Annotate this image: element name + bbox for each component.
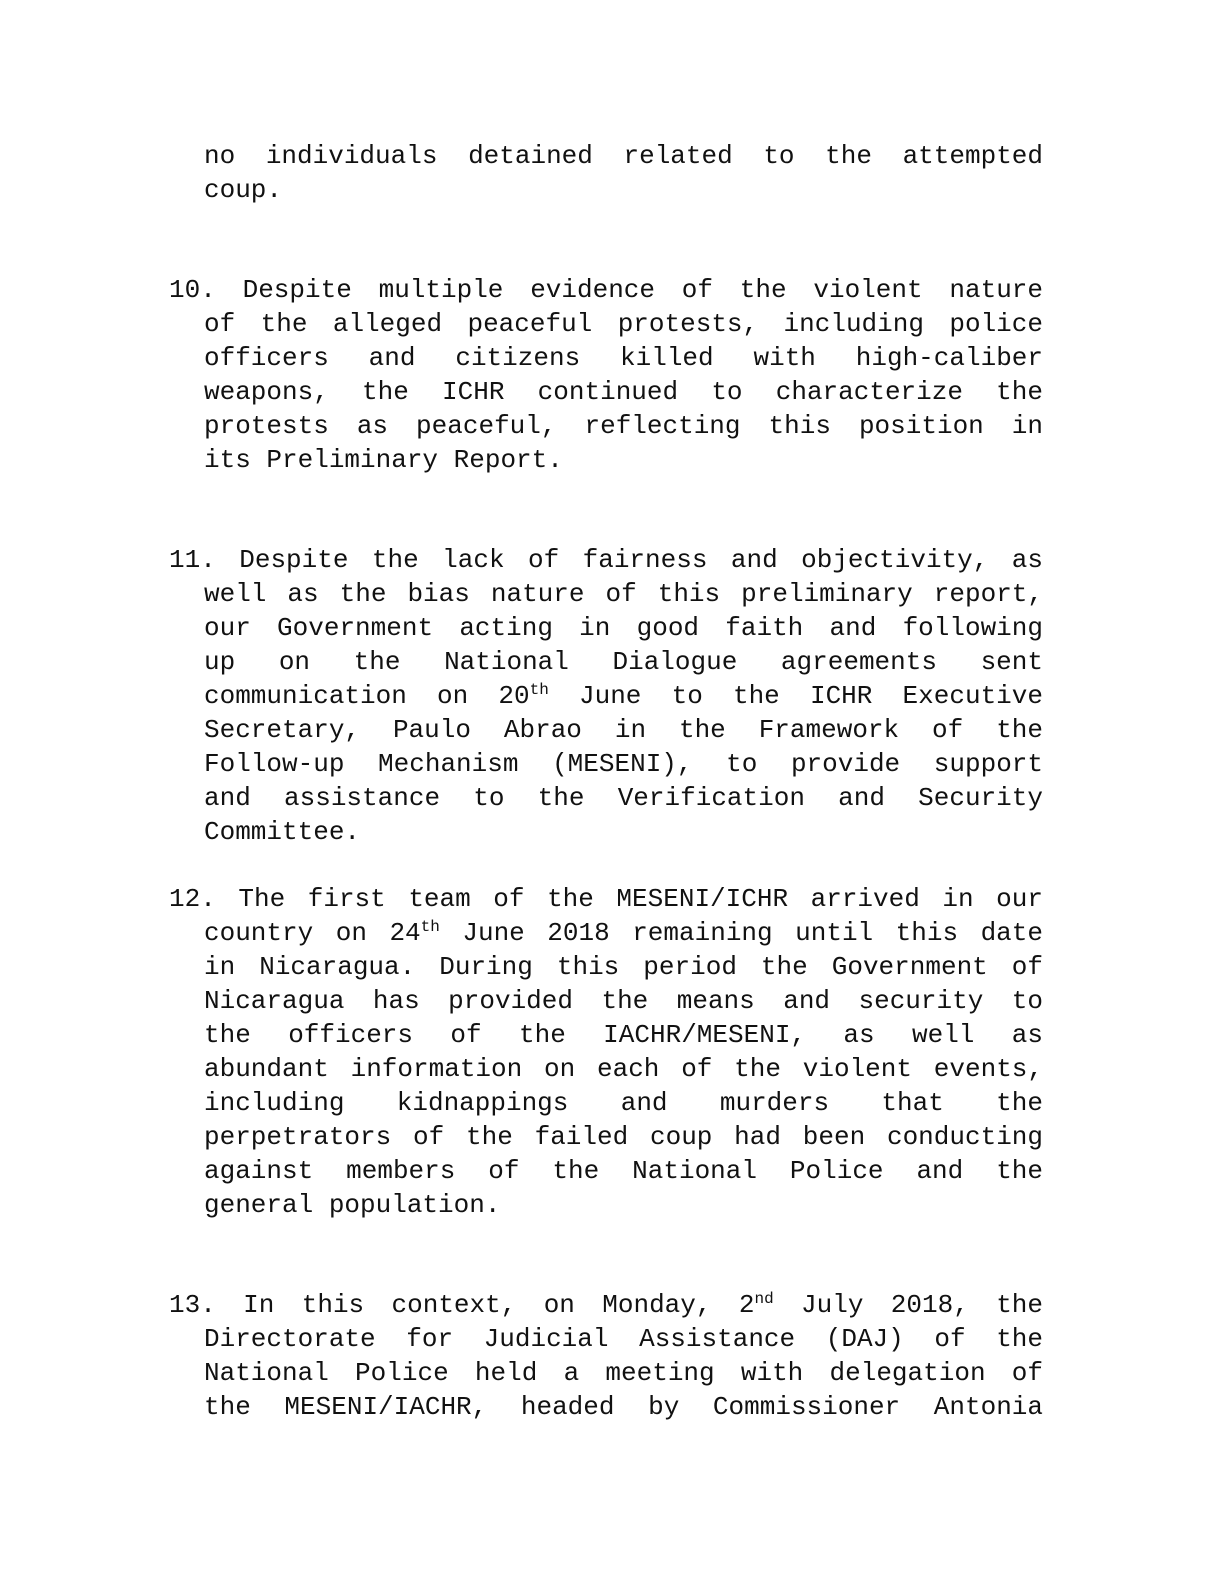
text-segment: country on 24: [204, 918, 421, 948]
text-line: protests as peaceful, reflecting this position in: [204, 411, 1043, 441]
text-line: well as the bias nature of this preliminary report,: [204, 579, 1043, 609]
text-line: abundant information on each of the violent events,: [204, 1054, 1043, 1084]
text-line: against members of the National Police and the: [204, 1156, 1043, 1186]
text-line: our Government acting in good faith and following: [204, 613, 1043, 643]
text-line: officers and citizens killed with high-caliber: [204, 343, 1043, 373]
paragraph-11: [169, 543, 1043, 849]
text-line: including kidnappings and murders that the: [204, 1088, 1043, 1118]
text-segment: communication on 20: [204, 681, 530, 711]
text-line: general population.: [204, 1190, 501, 1220]
text-segment: July 2018, the: [773, 1290, 1043, 1320]
paragraph-13: [169, 1288, 1043, 1424]
text-line: no individuals detained related to the attempted: [204, 141, 1043, 171]
text-segment: June to the ICHR Executive: [548, 681, 1043, 711]
text-line: Nicaragua has provided the means and security to: [204, 986, 1043, 1016]
text-line: Secretary, Paulo Abrao in the Framework of the: [204, 715, 1043, 745]
text-line: 12. The first team of the MESENI/ICHR arrived in our: [169, 884, 1043, 914]
text-line: and assistance to the Verification and Security: [204, 783, 1043, 813]
text-line: in Nicaragua. During this period the Government of: [204, 952, 1043, 982]
ordinal-superscript: th: [420, 918, 440, 936]
text-line: 10. Despite multiple evidence of the violent nature: [169, 275, 1043, 305]
paragraph-12: [169, 882, 1043, 1222]
continuation-text: [169, 139, 1043, 207]
paragraph-10: [169, 273, 1043, 477]
text-line: Committee.: [204, 817, 361, 847]
text-segment: June 2018 remaining until this date: [439, 918, 1043, 948]
text-segment: 13. In this context, on Monday, 2: [169, 1290, 755, 1320]
text-line: its Preliminary Report.: [204, 445, 563, 475]
text-line: the MESENI/IACHR, headed by Commissioner Antonia: [204, 1392, 1043, 1422]
text-line: Follow-up Mechanism (MESENI), to provide support: [204, 749, 1043, 779]
text-line: perpetrators of the failed coup had been conducting: [204, 1122, 1043, 1152]
text-line-with-superscript: [169, 679, 1043, 713]
text-line: Directorate for Judicial Assistance (DAJ) of the: [204, 1324, 1043, 1354]
text-line-with-superscript: [169, 916, 1043, 950]
text-line: weapons, the ICHR continued to characterize the: [204, 377, 1043, 407]
text-line: National Police held a meeting with delegation of: [204, 1358, 1043, 1388]
text-line: coup.: [204, 175, 283, 205]
text-line: the officers of the IACHR/MESENI, as well as: [204, 1020, 1043, 1050]
ordinal-superscript: nd: [754, 1290, 774, 1308]
ordinal-superscript: th: [529, 681, 549, 699]
text-line-with-superscript: [169, 1288, 1043, 1322]
text-line: 11. Despite the lack of fairness and objectivity, as: [169, 545, 1043, 575]
text-line: up on the National Dialogue agreements sent: [204, 647, 1043, 677]
text-line: of the alleged peaceful protests, including police: [204, 309, 1043, 339]
